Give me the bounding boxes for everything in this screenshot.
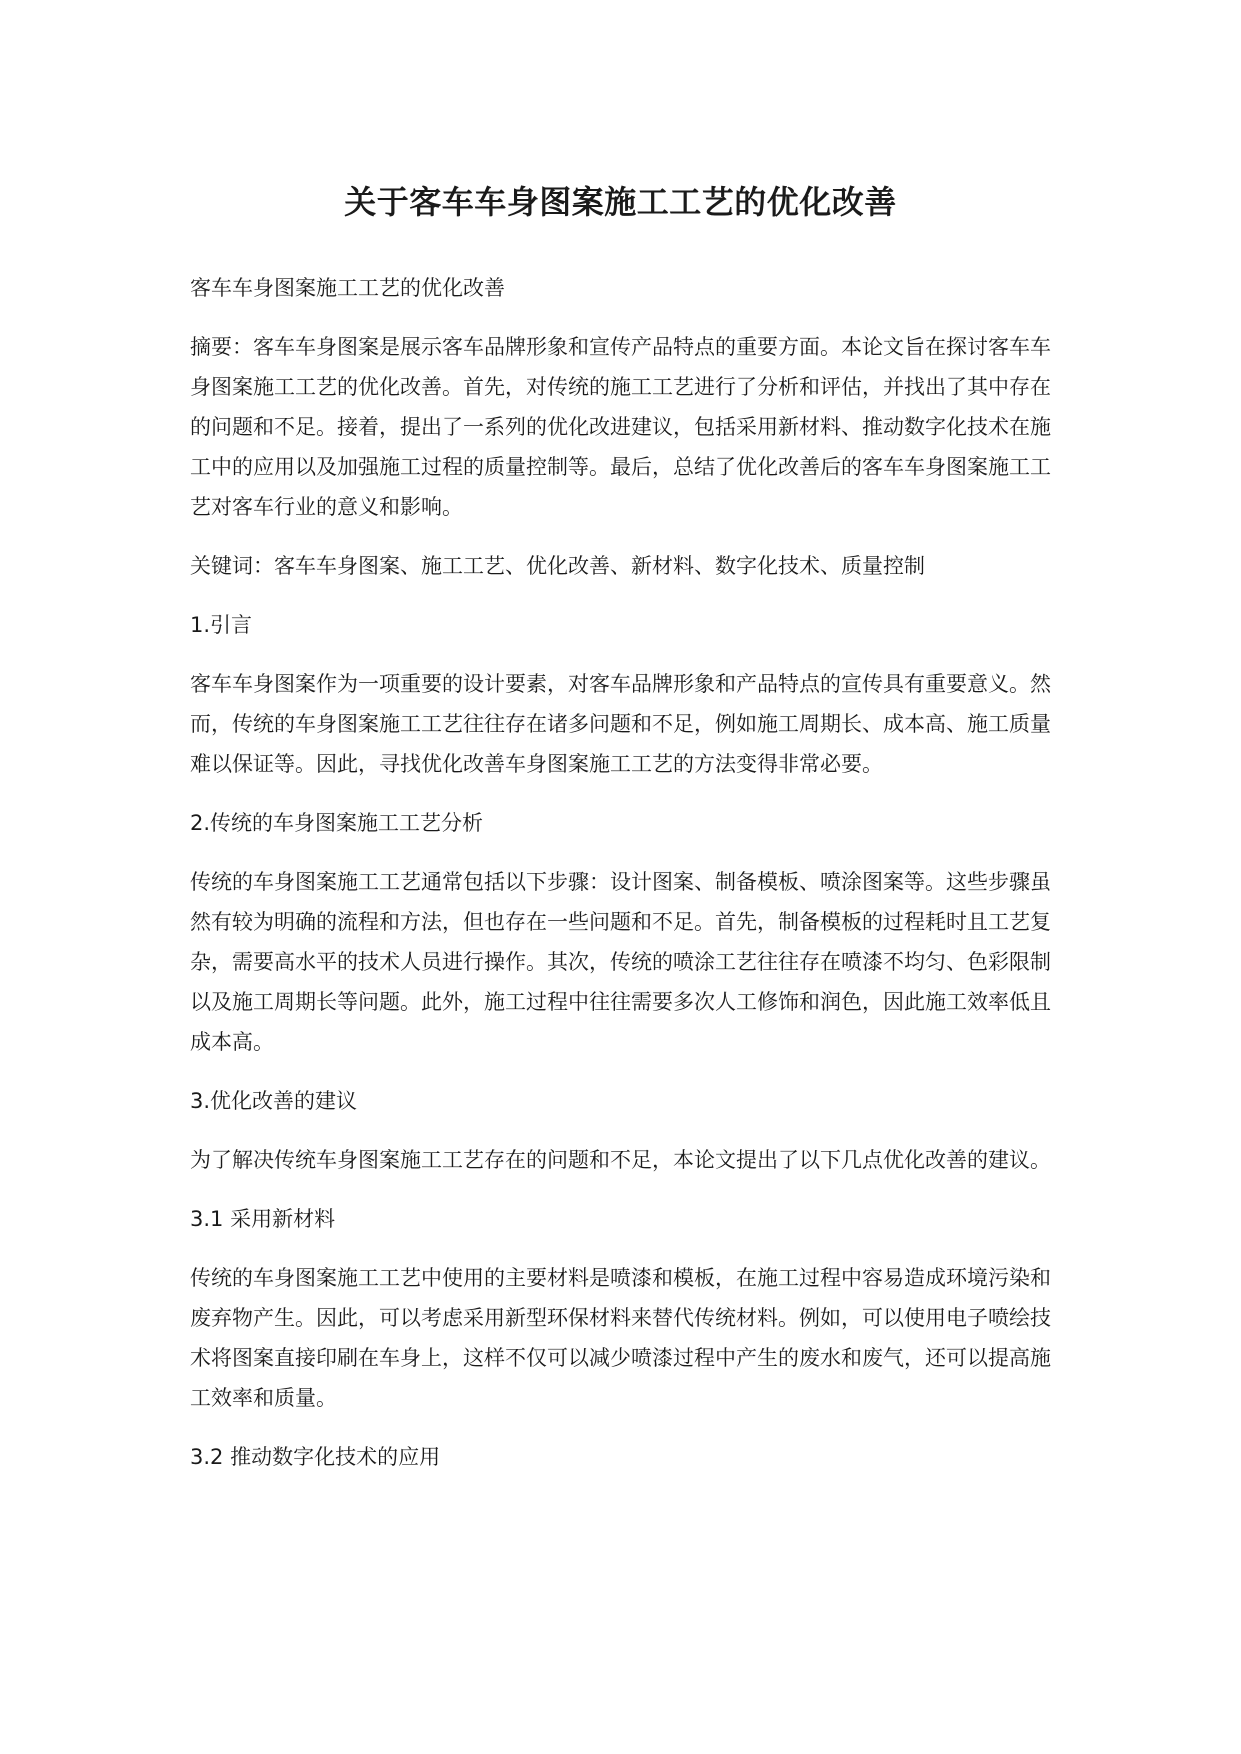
section-heading-new-materials: 3.1 采用新材料 [190,1207,336,1231]
section-heading-introduction: 1.引言 [190,613,253,637]
section-body-introduction: 客车车身图案作为一项重要的设计要素，对客车品牌形象和产品特点的宣传具有重要意义。然而，传统的车身图案施工工艺往往存在诸多问题和不足，例如施工周期长、成本高、施工质量难以保证等。因此，寻找优化改善车身图案施工工艺的方法变得非常必要。 [190,672,1051,776]
section-body-traditional-analysis: 传统的车身图案施工工艺通常包括以下步骤：设计图案、制备模板、喷涂图案等。这些步骤虽然有较为明确的流程和方法，但也存在一些问题和不足。首先，制备模板的过程耗时且工艺复杂，需要高水平的技术人员进行操作。其次，传统的喷涂工艺往往存在喷漆不均匀、色彩限制以及施工周期长等问题。此外，施工过程中往往需要多次人工修饰和润色，因此施工效率低且成本高。 [190,870,1051,1054]
document-title: 关于客车车身图案施工工艺的优化改善 [344,183,897,221]
section-body-suggestions: 为了解决传统车身图案施工工艺存在的问题和不足，本论文提出了以下几点优化改善的建议。 [190,1148,1051,1172]
section-heading-traditional-analysis: 2.传统的车身图案施工工艺分析 [190,811,484,835]
section-heading-digital-technology: 3.2 推动数字化技术的应用 [190,1445,441,1469]
document-subtitle: 客车车身图案施工工艺的优化改善 [190,276,505,300]
keywords-paragraph: 关键词：客车车身图案、施工工艺、优化改善、新材料、数字化技术、质量控制 [190,554,925,578]
section-body-new-materials: 传统的车身图案施工工艺中使用的主要材料是喷漆和模板，在施工过程中容易造成环境污染和废弃物产生。因此，可以考虑采用新型环保材料来替代传统材料。例如，可以使用电子喷绘技术将图案直接印刷在车身上，这样不仅可以减少喷漆过程中产生的废水和废气，还可以提高施工效率和质量。 [190,1266,1051,1410]
abstract-paragraph: 摘要：客车车身图案是展示客车品牌形象和宣传产品特点的重要方面。本论文旨在探讨客车车身图案施工工艺的优化改善。首先，对传统的施工工艺进行了分析和评估，并找出了其中存在的问题和不足。接着，提出了一系列的优化改进建议，包括采用新材料、推动数字化技术在施工中的应用以及加强施工过程的质量控制等。最后，总结了优化改善后的客车车身图案施工工艺对客车行业的意义和影响。 [190,335,1051,519]
section-heading-suggestions: 3.优化改善的建议 [190,1089,358,1113]
